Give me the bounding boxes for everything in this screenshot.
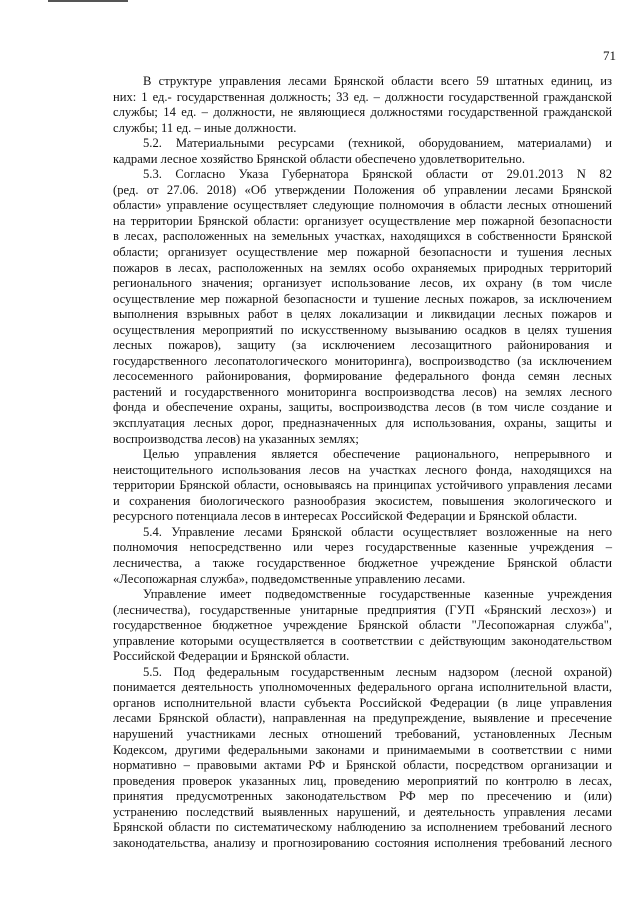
text-line: службы; 14 ед. – должности, не являющиеся должностями государственной гражданской <box>113 105 612 120</box>
text-line: Брянской области по систематическому наблюдению за исполнением требований лесного <box>113 820 612 835</box>
text-line: осуществление мер пожарной безопасности и тушение лесных пожаров, за исключением <box>113 291 612 306</box>
text-line: регионального значения; организует использование лесов, их охрану (в том числе <box>113 276 612 291</box>
text-line: и сохранения биологического разнообразия экосистем, повышения экологического и <box>113 493 612 508</box>
text-line: лесных пожаров), защиту (за исключением лесозащитного районирования и <box>113 338 612 353</box>
text-line: в лесах, расположенных на земельных участках, находящихся в собственности Брянской <box>113 229 612 244</box>
text-line: 5.4. Управление лесами Брянской области осуществляет возложенные на него <box>143 524 612 539</box>
scan-edge-line <box>48 0 128 2</box>
text-line: службы; 11 ед. – иные должности. <box>113 120 297 135</box>
text-line: Целью управления является обеспечение рационального, непрерывного и <box>143 447 612 462</box>
text-line: В структуре управления лесами Брянской области всего 59 штатных единиц, из <box>143 74 612 88</box>
text-line: лесничества, а также государственное бюджетное учреждение Брянской области <box>113 555 612 570</box>
page-number: 71 <box>603 48 616 63</box>
text-line: пожаров в лесах, расположенных на землях особо охраняемых природных территорий <box>113 260 612 275</box>
text-line: лесами Брянской области), направленная на предупреждение, выявление и пресечение <box>113 711 612 726</box>
text-line: выполнения взрывных работ в целях локализации и ликвидации лесных пожаров и <box>113 307 612 322</box>
text-line: проведения проверок указанных лиц, проведению мероприятий по контролю в лесах, <box>113 773 612 788</box>
text-line: 5.3. Согласно Указа Губернатора Брянской области от 29.01.2013 N 82 <box>143 167 612 182</box>
text-line: понимается деятельность уполномоченных федерального органа исполнительной власти, <box>113 680 612 695</box>
text-line: государственное бюджетное учреждение Брянской области "Лесопожарная служба", <box>113 618 612 633</box>
text-line: Кодексом, другими федеральными законами и принимаемыми в соответствии с ними <box>113 742 612 757</box>
text-line: кадрами лесное хозяйство Брянской области обеспечено удовлетворительно. <box>113 151 525 166</box>
text-line: растений и государственного мониторинга воспроизводства лесов) на землях лесного <box>113 384 612 399</box>
text-line: принятия предусмотренных законодательством РФ мер по пресечению и (или) <box>113 789 612 804</box>
text-line: законодательства, анализу и прогнозированию состояния исполнения требований лесного <box>113 835 612 850</box>
text-line: воспроизводства лесов) на указанных землях; <box>113 431 359 446</box>
text-line: территории Брянской области, основываясь на принципах устойчивого управления лесами <box>113 478 612 493</box>
text-line: органов исполнительной власти субъекта Российской Федерации (в лице управления <box>113 695 612 710</box>
document-body <box>113 74 612 851</box>
text-line: управление которыми осуществляется в соответствии с действующим законодательством <box>113 633 612 648</box>
text-line: неистощительного использования лесов на участках лесного фонда, находящихся на <box>113 462 612 477</box>
text-line: полномочия непосредственно или через государственные казенные учреждения – <box>113 540 612 555</box>
text-line: них: 1 ед.- государственная должность; 33 ед. – должности государственной гражданской <box>113 89 612 104</box>
text-line: области; организует осуществление мер пожарной безопасности и тушения лесных <box>113 245 612 260</box>
text-line: эксплуатация лесных дорог, предназначенных для использования, охраны, защиты и <box>113 416 612 431</box>
text-line: лесосеменного районирования, формирование федерального фонда семян лесных <box>113 369 612 384</box>
text-line: нарушений участниками лесных отношений требований, установленных Лесным <box>113 726 612 741</box>
text-line: фонда и обеспечение охраны, защиты, воспроизводства лесов (в том числе создание и <box>113 400 612 415</box>
text-line: на территории Брянской области: организует осуществление мер пожарной безопасности <box>113 213 612 228</box>
text-line: Российской Федерации и Брянской области. <box>113 649 350 664</box>
text-line: устранению последствий выявленных нарушений, и деятельность управления лесами <box>113 804 612 819</box>
text-line: (ред. от 27.06. 2018) «Об утверждении Положения об управлении лесами Брянской <box>113 182 612 197</box>
text-line: осуществления мероприятий по искусственному вызыванию осадков в целях тушения <box>113 322 612 337</box>
text-line: области» управление осуществляет следующие полномочия в области лесных отношений <box>113 198 612 213</box>
text-line: ресурсного потенциала лесов в интересах Российской Федерации и Брянской области. <box>113 509 578 524</box>
text-line: 5.2. Материальными ресурсами (техникой, оборудованием, материалами) и <box>143 136 612 151</box>
text-line: 5.5. Под федеральным государственным лесным надзором (лесной охраной) <box>143 664 612 679</box>
text-line: Управление имеет подведомственные государственные казенные учреждения <box>143 587 612 602</box>
text-line: (лесничества), государственные унитарные предприятия (ГУП «Брянский лесхоз») и <box>113 602 612 617</box>
text-line: нормативно – правовыми актами РФ и Брянской области, посредством организации и <box>113 758 612 773</box>
text-line: государственного лесопатологического мониторинга), воспроизводство (за исключением <box>113 353 612 368</box>
text-line: «Лесопожарная служба», подведомственные управлению лесами. <box>113 571 466 586</box>
